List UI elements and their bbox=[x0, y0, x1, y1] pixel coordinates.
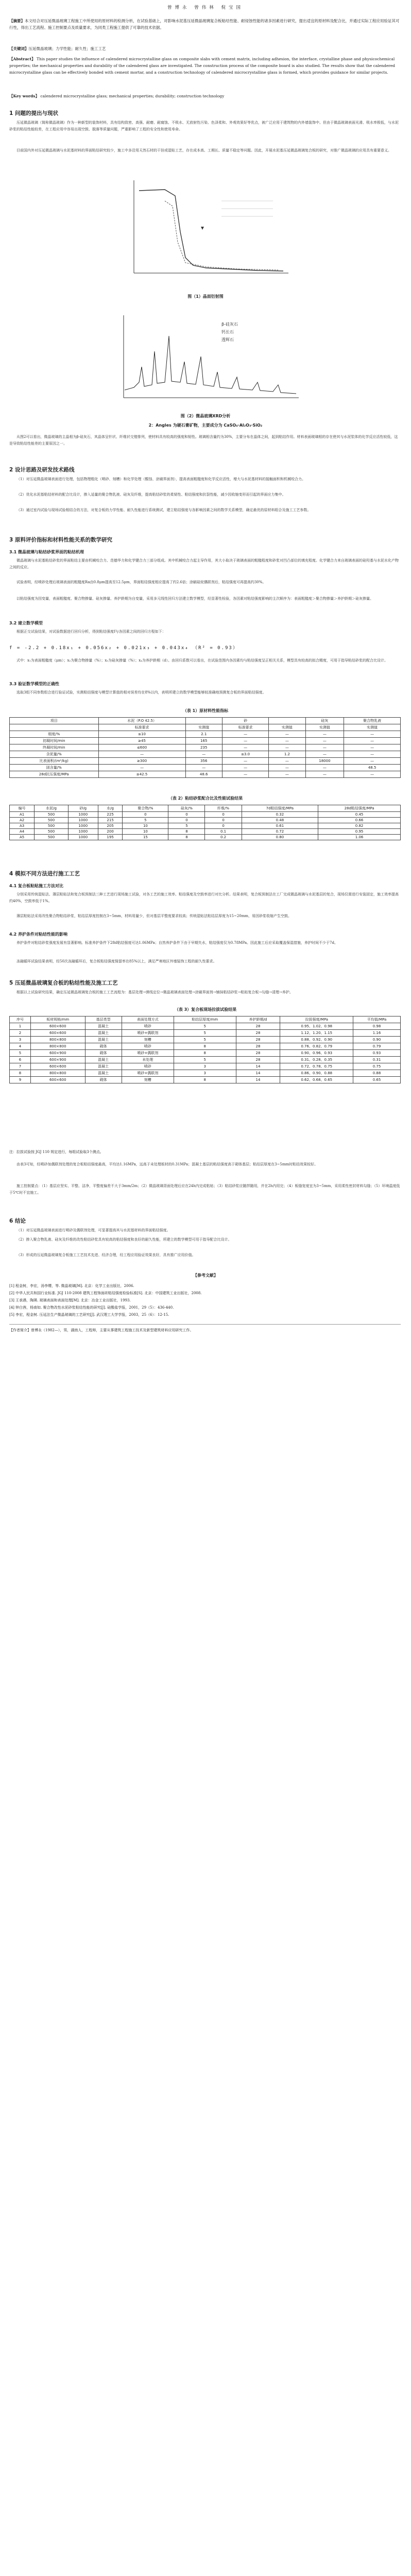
section-5-paragraph: 施工控制要点：（1）基层应坚实、平整、洁净，平整度偏差不大于3mm/2m；（2）微晶玻璃背面处理后应在24h内完成粘贴；（3）粘结砂浆应随拌随用，并在2h内用完；（4）板缝宽度宜为3~5mm，采用柔性密封材料勾缝；（5）环境温度低于5℃时不宜施工。 bbox=[9, 1184, 400, 1195]
table-header-cell: 实测值 bbox=[344, 724, 401, 731]
table-cell: 含泥量/% bbox=[10, 751, 99, 758]
table-cell: 8 bbox=[10, 1070, 31, 1077]
xrd-peak-label: β-硅灰石 bbox=[221, 322, 238, 327]
table-header-cell: 水/g bbox=[98, 805, 123, 812]
table-header-cell: 砂 bbox=[222, 718, 268, 724]
table-cell: 500 bbox=[35, 812, 68, 818]
table-cell: 28 bbox=[236, 1037, 280, 1043]
table-cell: 600×600 bbox=[30, 1077, 85, 1083]
table-cell: 0.72 bbox=[242, 829, 318, 835]
table-cell: — bbox=[305, 731, 344, 738]
table-cell: 0.61 bbox=[242, 823, 318, 829]
table-cell: 砌体 bbox=[85, 1050, 122, 1057]
table-cell: 0.95 bbox=[318, 829, 401, 835]
author-info: 【作者简介】曾博永（1982—），男，湖南人，工程师，主要从事建筑工程施工技术及新型建筑材料应用研究工作。 bbox=[9, 1328, 194, 1332]
table-cell: — bbox=[222, 731, 268, 738]
diffraction-pattern-figure bbox=[103, 170, 309, 289]
table-cell: 喷砂 bbox=[122, 1063, 174, 1070]
table-cell: — bbox=[269, 758, 305, 765]
table-cell: 混凝土 bbox=[85, 1023, 122, 1030]
table-cell: 1000 bbox=[68, 823, 98, 829]
table-cell: 1.12、1.20、1.15 bbox=[280, 1030, 353, 1037]
table-cell: 终凝时间/min bbox=[10, 744, 99, 751]
table-cell: — bbox=[98, 751, 185, 758]
section-3-paragraph: 选取3组不同参数组合进行验证试验，实测粘结强度与模型计算值的相对误差均在8%以内，表明所建立的数学模型能够较准确地预测复合板的界面粘结强度。 bbox=[16, 690, 266, 694]
keywords-cn-text: 压延微晶玻璃；力学性能；耐久性；施工工艺 bbox=[28, 46, 106, 51]
keywords-cn-label: 【关键词】 bbox=[9, 46, 29, 51]
table-cell: 0.1 bbox=[205, 829, 242, 835]
table-header-cell: 纤维/% bbox=[205, 805, 242, 812]
reference-item: [4] 钟白茜，杨南如. 聚合物改性水泥砂浆粘结性能的研究[J]. 硅酸盐学报，2001，29（5）：436-440. bbox=[9, 1306, 174, 1310]
table-header-cell bbox=[10, 724, 99, 731]
table-header-cell: 项目 bbox=[10, 718, 99, 724]
table-cell: — bbox=[222, 771, 268, 778]
table-cell: 9 bbox=[10, 1077, 31, 1083]
table-cell: 固含量/% bbox=[10, 765, 99, 771]
table-cell: 混凝土 bbox=[85, 1037, 122, 1043]
section-6-paragraph: （2）掺入聚合物乳液、硅灰及纤维的改性粘结砂浆具有较高的粘结强度和良好的耐久性能，所建立的数学模型可用于指导配合比设计。 bbox=[16, 1238, 232, 1242]
xrd-figure bbox=[103, 305, 309, 408]
table-cell: 5 bbox=[174, 1030, 236, 1037]
table-cell: 细度/% bbox=[10, 731, 99, 738]
table-cell: 28d抗压强度/MPa bbox=[10, 771, 99, 778]
table-cell: 喷砂+偶联剂 bbox=[122, 1070, 174, 1077]
table-cell: ≥45 bbox=[98, 738, 185, 744]
section-1-paragraph: 压延微晶玻璃（简称微晶玻璃）作为一种新型的装饰材料，具有结构致密、高强、耐磨、耐腐蚀、不吸水、无放射性污染、色泽柔和、外观效果好等优点，被广泛应用于建筑物的内外墙装饰中。但由于微晶玻璃表面光滑、吸水率极低，与水泥砂浆的粘结性能较差，在工程应用中容易出现空鼓、脱落等质量问题，严重影响了工程的安全性和使用寿命。 bbox=[9, 121, 399, 131]
table-cell: — bbox=[222, 765, 268, 771]
table-cell: 8 bbox=[174, 1077, 236, 1083]
table-1 bbox=[9, 717, 401, 778]
table-cell: 喷砂+偶联剂 bbox=[122, 1050, 174, 1057]
table-cell: 5 bbox=[174, 1057, 236, 1063]
table-cell: 28 bbox=[236, 1023, 280, 1030]
table-header-cell: 水泥（P.O 42.5） bbox=[98, 718, 185, 724]
table-header-cell bbox=[185, 718, 222, 724]
table-cell: 1000 bbox=[68, 818, 98, 823]
table-cell: 600×900 bbox=[30, 1050, 85, 1057]
table-cell: 0.32 bbox=[242, 812, 318, 818]
table-cell: 砌体 bbox=[85, 1077, 122, 1083]
table-cell: — bbox=[222, 744, 268, 751]
table-cell: 0.93 bbox=[353, 1050, 401, 1057]
table-cell: 5 bbox=[123, 818, 168, 823]
table-cell: 500 bbox=[35, 823, 68, 829]
table-row bbox=[10, 751, 401, 758]
table-header-cell: 板材规格/mm bbox=[30, 1016, 85, 1023]
table-cell: A1 bbox=[10, 812, 35, 818]
table-cell: 48.6 bbox=[185, 771, 222, 778]
figure-2-subcaption: 2：Angles 为硬石膏矿物，主要成分为 CaSO₄·Al₂O₃·SiO₂ bbox=[148, 423, 263, 428]
table-cell: 混凝土 bbox=[85, 1057, 122, 1063]
table-cell: 喷砂 bbox=[122, 1043, 174, 1050]
subsection-3-1-title: 3.1 微晶玻璃与粘结砂浆界面的粘结机理 bbox=[9, 550, 84, 554]
table-cell: 235 bbox=[185, 744, 222, 751]
table-cell: A5 bbox=[10, 835, 35, 840]
table-cell: 8 bbox=[168, 829, 205, 835]
keywords-cn bbox=[9, 45, 401, 52]
abstract-en-label: 【Abstract】 bbox=[9, 57, 36, 61]
table-cell: — bbox=[305, 771, 344, 778]
table-cell: 600×600 bbox=[30, 1030, 85, 1037]
table-cell: 10 bbox=[123, 823, 168, 829]
table-header-cell: 聚合物/% bbox=[123, 805, 168, 812]
table-cell: — bbox=[344, 731, 401, 738]
table-header-cell: 编号 bbox=[10, 805, 35, 812]
table-cell: 刻槽 bbox=[122, 1037, 174, 1043]
abstract-en-text: This paper studies the influence of calendered microcrystalline glass on composite slabs with cement matrix, including adhesion, the interface, crystalline phase and physicochemical properties; the mechanical properties and durability of the calendered glass are investigated. The construction process of the composite board is also studied. The results show that the calendered microcrystalline glass can be effectively bonded with cement mortar, and a construction technology of calendered microcrystalline glass is formed, which provides guidance for similar projects. bbox=[9, 57, 396, 75]
table-header-cell: 28d粘结强度/MPa bbox=[318, 805, 401, 812]
table-cell: 0.76、0.82、0.79 bbox=[280, 1043, 353, 1050]
table-cell: A3 bbox=[10, 823, 35, 829]
table-cell: 5 bbox=[10, 1050, 31, 1057]
table-cell: 14 bbox=[236, 1070, 280, 1077]
table-cell: 混凝土 bbox=[85, 1030, 122, 1037]
table-cell: — bbox=[344, 744, 401, 751]
section-2-paragraph: （2）优化水泥基粘结材料的配合比设计，掺入适量的聚合物乳液、硅灰及纤维，提高粘结砂浆的柔韧性、粘结强度和抗裂性能，减少因收缩变形而引起的界面应力集中。 bbox=[16, 493, 286, 497]
table-cell: — bbox=[222, 758, 268, 765]
regression-equation: f = -2.2 + 0.18x₁ + 0.056x₂ + 0.021x₃ + 0.043x₄ （R² = 0.93） bbox=[9, 646, 238, 651]
table-cell: 48.5 bbox=[344, 765, 401, 771]
table-row bbox=[10, 818, 401, 823]
table-cell: 0.88 bbox=[353, 1070, 401, 1077]
table-cell: ≥300 bbox=[98, 758, 185, 765]
section-3-paragraph: 式中：x₁为表面粗糙度（μm）；x₂为聚合物掺量（%）；x₃为硅灰掺量（%）；x₄为养护龄期（d）。由回归系数可以看出，在试验范围内各因素均与粘结强度呈正相关关系，模型具有较高的拟合精度，可用于指导粘结砂浆的配合比设计。 bbox=[16, 658, 388, 663]
table-header-cell: 表面处理方式 bbox=[122, 1016, 174, 1023]
table-cell: 0.86、0.90、0.88 bbox=[280, 1070, 353, 1077]
table-row bbox=[10, 829, 401, 835]
table-cell: 0.48 bbox=[242, 818, 318, 823]
table-cell: — bbox=[269, 765, 305, 771]
xrd-peak-label: 透辉石 bbox=[221, 337, 234, 342]
authors: 曾博永 曾伟林 倪宝国 bbox=[167, 5, 244, 10]
table-header-row bbox=[10, 1016, 401, 1023]
table-cell: 15 bbox=[123, 835, 168, 840]
table-header-cell: 聚合物乳液 bbox=[344, 718, 401, 724]
table-row bbox=[10, 731, 401, 738]
table-cell: ≤600 bbox=[98, 744, 185, 751]
section-3-title: 3 原料评价指标和材料性能关系的数学研究 bbox=[9, 537, 112, 543]
table-row bbox=[10, 835, 401, 840]
table-cell: — bbox=[344, 751, 401, 758]
section-6-paragraph: （1）对压延微晶玻璃表面进行喷砂及偶联剂处理，可显著提高其与水泥基材料的界面粘结强度。 bbox=[16, 1228, 170, 1232]
table-row bbox=[10, 1077, 401, 1083]
table-cell: 18000 bbox=[305, 758, 344, 765]
table-header-cell: 7d粘结强度/MPa bbox=[242, 805, 318, 812]
table-row bbox=[10, 1030, 401, 1037]
table-cell: — bbox=[269, 744, 305, 751]
table-2-caption: （表 2）粘结砂浆配合比及性能试验结果 bbox=[168, 796, 243, 801]
section-5-paragraph: 根据以上试验研究结果，确定压延微晶玻璃复合板的施工工艺流程为：基层处理→弹线定位→微晶玻璃表面处理→涂刷界面剂→铺抹粘结砂浆→粘贴复合板→勾缝→清理→养护。 bbox=[16, 990, 293, 994]
table-cell: 0.45 bbox=[318, 812, 401, 818]
table-cell: 5 bbox=[174, 1023, 236, 1030]
section-1-paragraph: 从图2可以看出，微晶玻璃的主晶相为β-硅灰石，其晶体呈针状、纤维状交错排列，使材料具有较高的强度和韧性。玻璃相含量约为30%，主要分布在晶体之间，起到粘结作用。材料表面玻璃相的存在使其与水泥浆体的化学反应活性较低，这是导致粘结性能差的主要原因之一。 bbox=[9, 435, 398, 446]
table-cell: 600×600 bbox=[30, 1063, 85, 1070]
table-cell: 比表面积/(m²/kg) bbox=[10, 758, 99, 765]
table-cell: — bbox=[344, 758, 401, 765]
table-cell: 0 bbox=[168, 812, 205, 818]
xrd-peak-label: 钙长石 bbox=[221, 330, 234, 334]
table-cell: — bbox=[344, 771, 401, 778]
table-cell: — bbox=[222, 738, 268, 744]
abstract-cn-label: 【摘要】 bbox=[9, 19, 25, 23]
figure-2-caption: 图（2）微晶玻璃XRD分析 bbox=[180, 414, 231, 418]
figure-1-caption: 图（1）晶面衍射图 bbox=[187, 294, 224, 299]
subsection-4-1-title: 4.1 复合板粘贴施工方法对比 bbox=[9, 884, 63, 888]
table-header-cell: 标准要求 bbox=[222, 724, 268, 731]
table-cell: 800×800 bbox=[30, 1037, 85, 1043]
table-cell: 4 bbox=[10, 1043, 31, 1050]
table-cell: — bbox=[305, 744, 344, 751]
table-row bbox=[10, 1043, 401, 1050]
table-cell: 混凝土 bbox=[85, 1070, 122, 1077]
table-row bbox=[10, 738, 401, 744]
table-cell: ≥42.5 bbox=[98, 771, 185, 778]
table-cell: 0.72、0.78、0.75 bbox=[280, 1063, 353, 1070]
table-cell: 14 bbox=[236, 1077, 280, 1083]
table-cell: 195 bbox=[98, 835, 123, 840]
table-cell: 600×900 bbox=[30, 1057, 85, 1063]
table-cell: 0.90 bbox=[353, 1037, 401, 1043]
table-3-caption: （表 3）复合板现场拉拔试验结果 bbox=[174, 1007, 237, 1012]
table-header-row bbox=[10, 805, 401, 812]
section-2-paragraph: （1）对压延微晶玻璃表面进行处理，包括物理粗化（喷砂、刻槽）和化学处理（酸蚀、涂刷界面剂），提高表面粗糙度和化学反应活性，增大与水泥基材料的接触面积和机械咬合力。 bbox=[16, 477, 305, 481]
table-row bbox=[10, 758, 401, 765]
table-cell: 砌体 bbox=[85, 1043, 122, 1050]
table-cell: 14 bbox=[236, 1063, 280, 1070]
table-cell: — bbox=[98, 765, 185, 771]
table-1-caption: （表 1）原材料性能指标 bbox=[182, 708, 229, 713]
section-2-title: 2 设计思路及研发技术路线 bbox=[9, 467, 75, 473]
table-cell: 28 bbox=[236, 1030, 280, 1037]
table-cell: 5 bbox=[174, 1037, 236, 1043]
keywords-en-label: 【Key words】 bbox=[9, 94, 39, 98]
table-cell: 28 bbox=[236, 1050, 280, 1057]
table-cell: 8 bbox=[168, 835, 205, 840]
table-row bbox=[10, 744, 401, 751]
section-4-paragraph: 薄层粘贴法采用改性聚合物粘结砂浆，粘结层厚度控制在3~5mm，材料用量少，但对基层平整度要求较高；传统湿贴法粘结层厚度为15~20mm，易因砂浆收缩产生空鼓。 bbox=[16, 914, 292, 918]
table-cell: 0.65 bbox=[353, 1077, 401, 1083]
table-header-cell: 养护龄期/d bbox=[236, 1016, 280, 1023]
table-header-cell: 硅灰/% bbox=[168, 805, 205, 812]
table-row bbox=[10, 765, 401, 771]
section-5-title: 5 压延微晶玻璃复合板的粘结性能及施工工艺 bbox=[9, 980, 118, 986]
table-header-cell: 实测值 bbox=[305, 724, 344, 731]
table-cell: A2 bbox=[10, 818, 35, 823]
table-header-cell: 实测值 bbox=[185, 724, 222, 731]
table-cell: ≤10 bbox=[98, 731, 185, 738]
table-header-cell: 水泥/g bbox=[35, 805, 68, 812]
table-cell: — bbox=[269, 771, 305, 778]
table-cell: 未处理 bbox=[122, 1057, 174, 1063]
table-cell: 0 bbox=[205, 823, 242, 829]
table-header-cell: 拉拔强度/MPa bbox=[280, 1016, 353, 1023]
table-row bbox=[10, 1050, 401, 1057]
table-cell: 0 bbox=[123, 812, 168, 818]
table-cell: 6 bbox=[10, 1057, 31, 1063]
keywords-en-text: calendered microcrystalline glass; mechanical properties; durability; construction technology bbox=[40, 94, 225, 98]
references-title: 【参考文献】 bbox=[193, 1273, 218, 1278]
table-cell: 3 bbox=[10, 1037, 31, 1043]
table-cell: 1 bbox=[10, 1023, 31, 1030]
section-1-title: 1 问题的提出与现状 bbox=[9, 110, 58, 116]
table-cell: 200 bbox=[98, 829, 123, 835]
table-cell: 初凝时间/min bbox=[10, 738, 99, 744]
table-cell: 165 bbox=[185, 738, 222, 744]
table-cell: — bbox=[269, 731, 305, 738]
table-row bbox=[10, 1057, 401, 1063]
table-cell: 215 bbox=[98, 818, 123, 823]
reference-item: [5] 李宏，程金树. 压延法生产微晶玻璃的工艺研究[J]. 武汉理工大学学报，2003，25（6）：12-15. bbox=[9, 1313, 169, 1317]
table-cell: 0.80 bbox=[242, 835, 318, 840]
section-3-paragraph: 根据正交试验结果，对试验数据进行回归分析，得到粘结强度f与各因素之间的回归方程如下： bbox=[16, 630, 166, 634]
table-cell: 2 bbox=[10, 1030, 31, 1037]
table-cell: 500 bbox=[35, 829, 68, 835]
table-cell: 1000 bbox=[68, 812, 98, 818]
section-3-paragraph: 微晶玻璃与水泥基粘结砂浆的界面粘结主要由机械咬合力、范德华力和化学键合力三部分组成。其中机械咬合力起主导作用，其大小取决于玻璃表面的粗糙程度和砂浆对凹凸部位的填充程度。化学键合力来自玻璃表面的硅羟基与水泥水化产物之间的反应。 bbox=[9, 558, 399, 569]
table-3 bbox=[9, 1016, 401, 1083]
table-header-cell: 标准要求 bbox=[98, 724, 185, 731]
subsection-4-2-title: 4.2 养护条件对粘结性能的影响 bbox=[9, 932, 67, 937]
table-cell: 8 bbox=[174, 1043, 236, 1050]
abstract-en bbox=[9, 56, 401, 76]
table-header-cell: 实测值 bbox=[269, 724, 305, 731]
table-cell: — bbox=[269, 738, 305, 744]
section-4-paragraph: 养护条件对粘结砂浆强度发展有显著影响。标准养护条件下28d粘结强度可达1.06MPa；自然养护条件下由于早期失水，粘结强度仅为0.78MPa。因此施工后应采取覆盖保湿措施，养护时间不少于7d。 bbox=[16, 941, 338, 945]
subsection-3-2-title: 3.2 建立数学模型 bbox=[9, 621, 43, 625]
table-cell: 0 bbox=[205, 812, 242, 818]
table-2 bbox=[9, 805, 401, 840]
abstract-cn-text: 本文结合对压延微晶玻璃工程施工中所使用的原材料的检测分析，在试验基础上，对影响水泥基压延微晶玻璃复合板粘结性能、耐侵蚀性能的诸多因素进行研究，提出适宜的原材料及配合比，并通过实际工程应用验证其可行性，得出工艺流程、施工控制要点及质量要求，为同类工程施工提供了可靠的技术依据。 bbox=[9, 19, 400, 30]
table-cell: 0.82 bbox=[318, 823, 401, 829]
table-cell: — bbox=[185, 751, 222, 758]
table-cell: 0 bbox=[168, 818, 205, 823]
section-4-title: 4 模拟不同方法进行施工工艺 bbox=[9, 871, 80, 877]
table-row bbox=[10, 812, 401, 818]
section-4-paragraph: 分别采用传统湿贴法、薄层粘贴法和复合板预制法三种工艺进行现场施工试验，对各工艺的施工效率、粘结强度及空鼓率进行对比分析。结果表明，复合板预制法在工厂完成微晶玻璃与水泥基层的复合，现场仅需进行安装固定，施工效率提高约40%，空鼓率低于1%。 bbox=[9, 892, 399, 903]
table-cell: 0.98 bbox=[353, 1023, 401, 1030]
table-cell: 1.16 bbox=[353, 1030, 401, 1037]
table-header-cell: 平均值/MPa bbox=[353, 1016, 401, 1023]
table-cell: 800×800 bbox=[30, 1070, 85, 1077]
table-cell: 5 bbox=[168, 823, 205, 829]
table-cell: 7 bbox=[10, 1063, 31, 1070]
table-cell: 28 bbox=[236, 1057, 280, 1063]
table-cell: 10 bbox=[123, 829, 168, 835]
table-row bbox=[10, 823, 401, 829]
table-cell: 2.1 bbox=[185, 731, 222, 738]
table-cell: 混凝土 bbox=[85, 1063, 122, 1070]
table-cell: 0.62、0.68、0.65 bbox=[280, 1077, 353, 1083]
table-cell: ≤3.0 bbox=[222, 751, 268, 758]
table-cell: — bbox=[305, 765, 344, 771]
table-row bbox=[10, 1023, 401, 1030]
table-row bbox=[10, 1063, 401, 1070]
table-cell: 800×800 bbox=[30, 1043, 85, 1050]
section-6-title: 6 结论 bbox=[9, 1218, 26, 1224]
table-header-cell: 基层类型 bbox=[85, 1016, 122, 1023]
table-cell: 0.66 bbox=[318, 818, 401, 823]
table-cell: 356 bbox=[185, 758, 222, 765]
section-2-paragraph: （3）通过室内试验与现场试验相结合的方法，对复合板的力学性能、耐久性能进行系统测试，建立粘结强度与各影响因素之间的数学关系模型，确定最优的原材料组合及施工工艺参数。 bbox=[16, 508, 311, 512]
table-cell: 0 bbox=[205, 818, 242, 823]
section-4-paragraph: 冻融循环试验结果表明，经50次冻融循环后，复合板粘结强度保留率在85%以上，满足严寒地区外墙装饰工程的耐久性要求。 bbox=[16, 959, 217, 963]
table-cell: 1000 bbox=[68, 835, 98, 840]
table-cell: 500 bbox=[35, 818, 68, 823]
table-cell: 500 bbox=[35, 835, 68, 840]
table-cell: 0.88、0.92、0.90 bbox=[280, 1037, 353, 1043]
table-header-cell: 序号 bbox=[10, 1016, 31, 1023]
table-cell: 0.31 bbox=[353, 1057, 401, 1063]
section-5-paragraph: 由表3可知，经喷砂加偶联剂处理的复合板粘结强度最高，平均达1.16MPa，远高于未处理板材的0.31MPa；混凝土基层的粘结强度高于砌体基层；粘结层厚度在3~5mm时粘结效果较好。 bbox=[16, 1162, 318, 1166]
section-3-paragraph: 以粘结强度为因变量，表面粗糙度、聚合物掺量、硅灰掺量、养护龄期为自变量，采用多元线性回归方法建立数学模型，经显著性检验，各因素对粘结强度影响的主次顺序为：表面粗糙度＞聚合物掺量＞养护龄期＞硅灰掺量。 bbox=[16, 597, 373, 601]
table-cell: 205 bbox=[98, 823, 123, 829]
table-cell: 喷砂 bbox=[122, 1023, 174, 1030]
table-cell: 225 bbox=[98, 812, 123, 818]
table-header-row bbox=[10, 718, 401, 724]
divider bbox=[9, 1324, 401, 1325]
table-cell: 600×600 bbox=[30, 1023, 85, 1030]
table-cell: — bbox=[305, 751, 344, 758]
table-cell: 喷砂+偶联剂 bbox=[122, 1030, 174, 1037]
table-3-note: 注：拉拔试验按 JGJ 110 规定进行，每组试验取3个测点。 bbox=[9, 1150, 104, 1154]
table-header-cell: 粘结层厚度/mm bbox=[174, 1016, 236, 1023]
abstract-cn bbox=[9, 18, 401, 31]
section-3-paragraph: 试验表明，经喷砂处理后玻璃表面的粗糙度Ra由0.8μm提高至12.5μm，界面粘结强度相应提高了约2.6倍；涂刷硅烷偶联剂后，粘结强度可再提高约30%。 bbox=[16, 580, 266, 584]
table-cell: 刻槽 bbox=[122, 1077, 174, 1083]
table-cell: — bbox=[305, 738, 344, 744]
subsection-3-3-title: 3.3 验证数学模型的正确性 bbox=[9, 682, 59, 686]
table-cell: 0.75 bbox=[353, 1063, 401, 1070]
table-cell: 0.90、0.96、0.93 bbox=[280, 1050, 353, 1057]
table-cell: 1000 bbox=[68, 829, 98, 835]
table-header-cell: 砂/g bbox=[68, 805, 98, 812]
section-1-paragraph: 目前国内外对压延微晶玻璃与水泥基材料的界面粘结研究较少，施工中多沿用天然石材的干挂或湿贴工艺，存在成本高、工期长、质量不稳定等问题。因此，开展水泥基压延微晶玻璃复合板的研究，对推广微晶玻璃的应用具有重要意义。 bbox=[16, 148, 391, 152]
table-header-row bbox=[10, 724, 401, 731]
table-cell: 0.2 bbox=[205, 835, 242, 840]
table-cell: 0.79 bbox=[353, 1043, 401, 1050]
table-row bbox=[10, 771, 401, 778]
reference-item: [1] 程金树，李宏，汤李缨，等. 微晶玻璃[M]. 北京：化学工业出版社，2006. bbox=[9, 1284, 134, 1288]
table-cell: 0.95、1.02、0.98 bbox=[280, 1023, 353, 1030]
reference-item: [2] 中华人民共和国行业标准. JGJ 110-2008 建筑工程饰面砖粘结强度检验标准[S]. 北京：中国建筑工业出版社，2008. bbox=[9, 1291, 202, 1295]
table-cell: 3 bbox=[174, 1063, 236, 1070]
table-cell: 0.31、0.28、0.35 bbox=[280, 1057, 353, 1063]
table-cell: 1.06 bbox=[318, 835, 401, 840]
table-header-cell: 硅灰 bbox=[305, 718, 344, 724]
table-cell: 8 bbox=[174, 1050, 236, 1057]
section-6-paragraph: （3）形成的压延微晶玻璃复合板施工工艺技术先进、经济合理，经工程应用验证效果良好，具有推广应用价值。 bbox=[16, 1253, 196, 1257]
table-cell: — bbox=[185, 765, 222, 771]
table-cell: 3 bbox=[174, 1070, 236, 1077]
table-cell: 1.2 bbox=[269, 751, 305, 758]
table-row bbox=[10, 1070, 401, 1077]
table-cell: A4 bbox=[10, 829, 35, 835]
keywords-en bbox=[9, 93, 401, 99]
reference-item: [3] 王承遇，陶瑛. 玻璃表面和表面处理[M]. 北京：冶金工业出版社，1993. bbox=[9, 1298, 131, 1302]
table-cell: 28 bbox=[236, 1043, 280, 1050]
table-row bbox=[10, 1037, 401, 1043]
table-header-cell bbox=[269, 718, 305, 724]
table-cell: — bbox=[344, 738, 401, 744]
